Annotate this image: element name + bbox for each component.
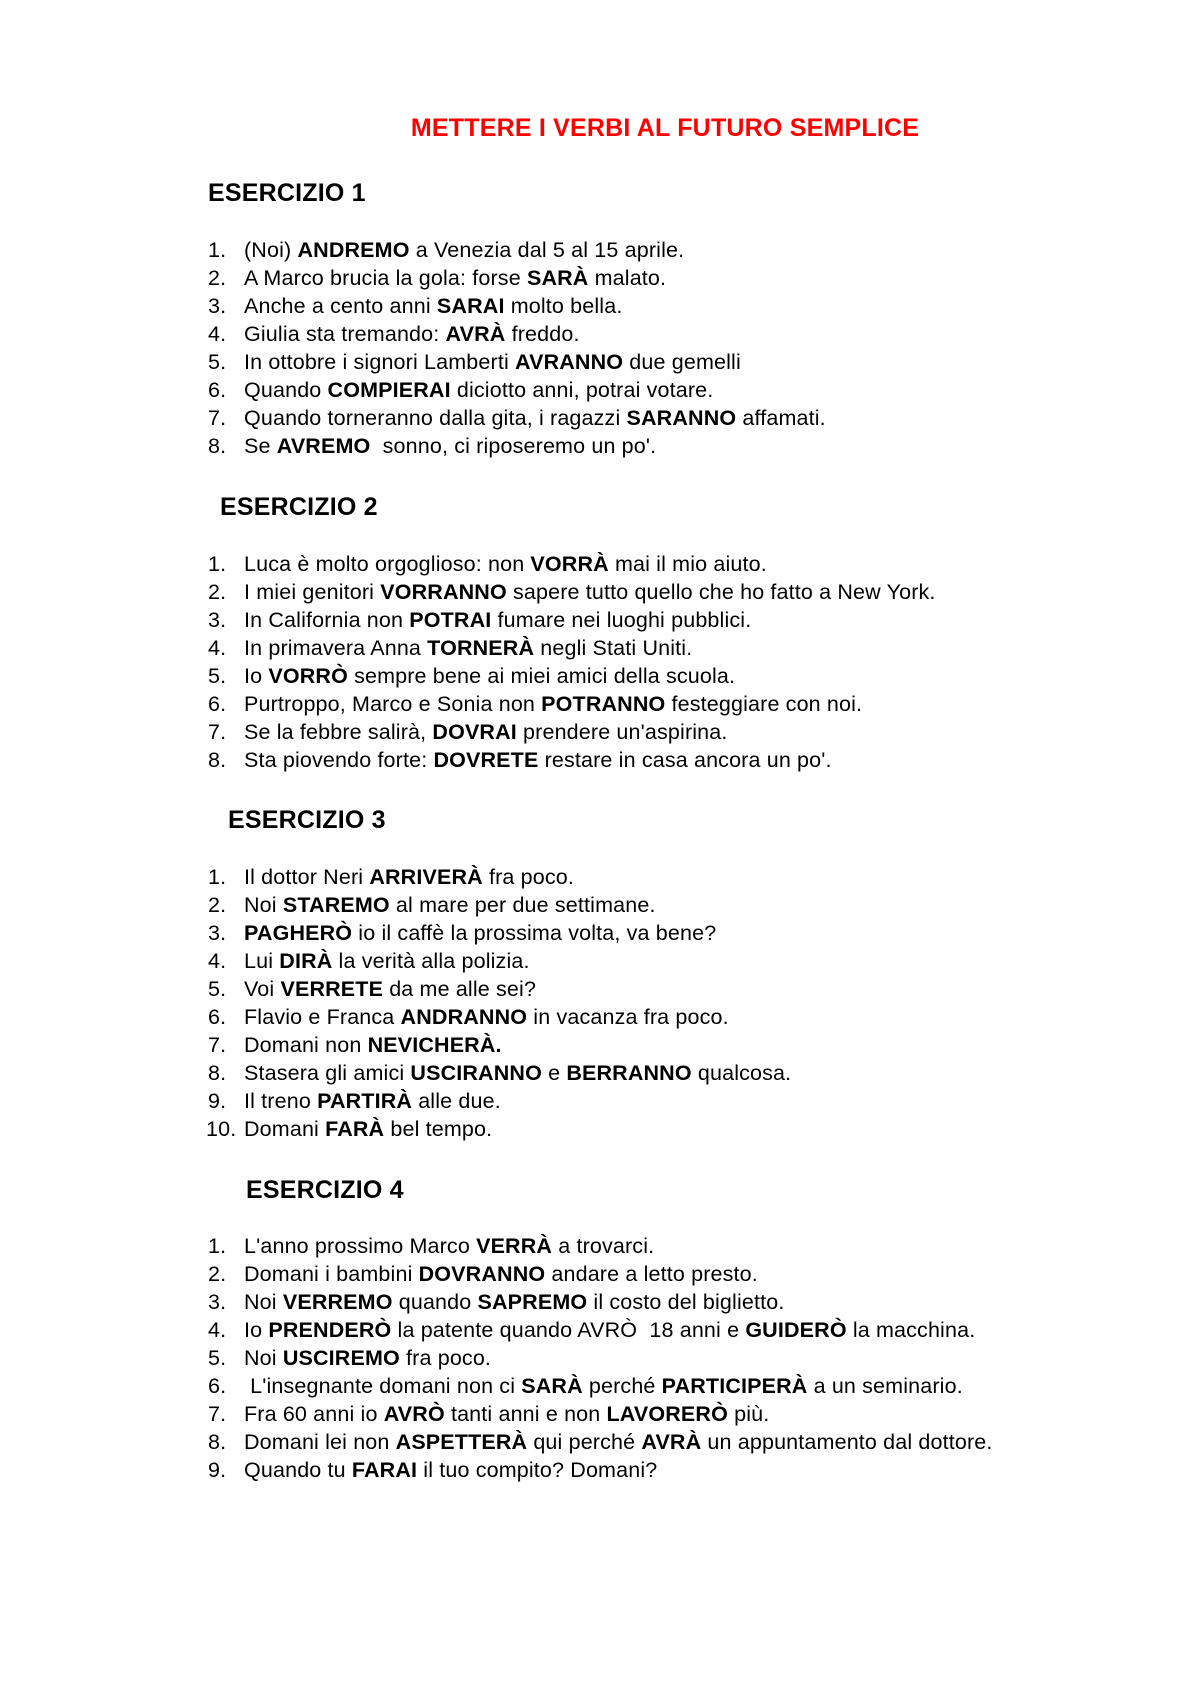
sentence-text: Io — [244, 1318, 269, 1342]
sentence-text: molto bella. — [504, 294, 623, 318]
list-item — [208, 1031, 791, 1059]
item-number: 7. — [208, 720, 227, 744]
sentence-text: la macchina. — [846, 1318, 976, 1342]
sentence-text: Stasera gli amici — [244, 1061, 411, 1085]
answer-verb: PARTIRÀ — [317, 1089, 413, 1113]
answer-verb: BERRANNO — [566, 1061, 692, 1085]
answer-verb: FARAI — [351, 1458, 418, 1482]
sentence-text: due gemelli — [623, 350, 741, 374]
sentence-text: fumare nei luoghi pubblici. — [491, 608, 752, 632]
item-number: 2. — [208, 893, 227, 917]
exercise-1-list — [208, 236, 826, 460]
answer-verb: AVRÀ — [641, 1430, 702, 1454]
list-item — [208, 376, 826, 404]
sentence-text: Domani non — [244, 1033, 368, 1057]
answer-verb: ASPETTERÀ — [395, 1430, 528, 1454]
sentence-text: in vacanza fra poco. — [527, 1005, 729, 1029]
sentence-text: A Marco brucia la gola: forse — [244, 266, 527, 290]
list-item — [208, 1372, 993, 1400]
answer-verb: USCIRANNO — [410, 1061, 542, 1085]
list-item — [208, 746, 936, 774]
sentence-text: al mare per due settimane. — [389, 893, 656, 917]
list-item — [208, 1003, 791, 1031]
item-number: 2. — [208, 266, 227, 290]
sentence-text: bel tempo. — [384, 1117, 493, 1141]
answer-verb: AVREMO — [276, 434, 371, 458]
sentence-text: malato. — [588, 266, 667, 290]
list-item — [208, 891, 791, 919]
answer-verb: COMPIERAI — [327, 378, 451, 402]
answer-verb: SARANNO — [626, 406, 737, 430]
item-number: 9. — [208, 1089, 227, 1113]
item-number: 1. — [208, 865, 227, 889]
list-item — [208, 236, 826, 264]
sentence-text: Luca è molto orgoglioso: non — [244, 552, 531, 576]
answer-verb: VORRANNO — [380, 580, 507, 604]
sentence-text: In primavera Anna — [244, 636, 428, 660]
sentence-text: L'anno prossimo Marco — [244, 1234, 477, 1258]
sentence-text: Quando tu — [244, 1458, 352, 1482]
sentence-text: mai il mio aiuto. — [608, 552, 767, 576]
sentence-text: andare a letto presto. — [545, 1262, 758, 1286]
answer-verb: AVRÒ — [383, 1402, 445, 1426]
list-item — [208, 404, 826, 432]
sentence-text: freddo. — [505, 322, 580, 346]
item-number: 5. — [208, 350, 227, 374]
sentence-text: Noi — [244, 893, 283, 917]
answer-verb: VERRETE — [280, 977, 384, 1001]
exercise-2-heading: ESERCIZIO 2 — [220, 493, 378, 521]
item-number: 1. — [208, 1234, 227, 1258]
answer-verb: LAVORERÒ — [606, 1402, 728, 1426]
sentence-text: a un seminario. — [807, 1374, 963, 1398]
item-number: 6. — [208, 692, 227, 716]
answer-verb: PAGHERÒ — [244, 921, 353, 945]
sentence-text: a Venezia dal 5 al 15 aprile. — [409, 238, 685, 262]
exercise-1-heading: ESERCIZIO 1 — [208, 179, 366, 207]
list-item — [208, 1260, 993, 1288]
sentence-text: Noi — [244, 1290, 283, 1314]
answer-verb: FARÀ — [325, 1117, 385, 1141]
list-item — [208, 1087, 791, 1115]
item-number: 1. — [208, 238, 227, 262]
answer-verb: AVRANNO — [515, 350, 624, 374]
list-item — [208, 863, 791, 891]
sentence-text: Il dottor Neri — [244, 865, 370, 889]
sentence-text: Sta piovendo forte: — [244, 748, 434, 772]
answer-verb: STAREMO — [282, 893, 390, 917]
sentence-text: Lui — [244, 949, 280, 973]
sentence-text: la verità alla polizia. — [332, 949, 530, 973]
sentence-text: un appuntamento dal dottore. — [701, 1430, 993, 1454]
exercise-2-list — [208, 550, 936, 774]
answer-verb: VORRÒ — [268, 664, 348, 688]
answer-verb: DOVRETE — [433, 748, 539, 772]
sentence-text: Purtroppo, Marco e Sonia non — [244, 692, 542, 716]
sentence-text: il tuo compito? Domani? — [417, 1458, 658, 1482]
sentence-text: sapere tutto quello che ho fatto a New York. — [506, 580, 936, 604]
answer-verb: PARTICIPERÀ — [661, 1374, 808, 1398]
item-number: 8. — [208, 434, 227, 458]
sentence-text: Se — [244, 434, 277, 458]
answer-verb: NEVICHERÀ. — [367, 1033, 502, 1057]
sentence-text: io il caffè la prossima volta, va bene? — [352, 921, 717, 945]
sentence-text: Io — [244, 664, 269, 688]
item-number: 8. — [208, 748, 227, 772]
list-item — [208, 1456, 993, 1484]
answer-verb: POTRANNO — [541, 692, 666, 716]
sentence-text: diciotto anni, potrai votare. — [450, 378, 714, 402]
exercise-4-heading: ESERCIZIO 4 — [246, 1176, 404, 1204]
list-item — [208, 1316, 993, 1344]
sentence-text: alle due. — [412, 1089, 501, 1113]
sentence-text: fra poco. — [482, 865, 574, 889]
sentence-text: Il treno — [244, 1089, 318, 1113]
sentence-text: L'insegnante domani non ci — [244, 1374, 522, 1398]
list-item — [208, 550, 936, 578]
item-number: 6. — [208, 1374, 227, 1398]
answer-verb: VORRÀ — [530, 552, 609, 576]
exercise-3-list — [208, 863, 791, 1143]
sentence-text: In California non — [244, 608, 410, 632]
page-title: METTERE I VERBI AL FUTURO SEMPLICE — [410, 114, 920, 142]
item-number: 7. — [208, 406, 227, 430]
answer-verb: USCIREMO — [282, 1346, 400, 1370]
sentence-text: Se la febbre salirà, — [244, 720, 433, 744]
sentence-text: Domani i bambini — [244, 1262, 419, 1286]
answer-verb: GUIDERÒ — [745, 1318, 847, 1342]
list-item — [208, 292, 826, 320]
item-number: 3. — [208, 294, 227, 318]
list-item — [208, 606, 936, 634]
answer-verb: ANDREMO — [297, 238, 410, 262]
sentence-text: a trovarci. — [552, 1234, 655, 1258]
sentence-text: In ottobre i signori Lamberti — [244, 350, 515, 374]
list-item — [208, 1115, 791, 1143]
exercise-4-list — [208, 1232, 993, 1484]
sentence-text: Giulia sta tremando: — [244, 322, 446, 346]
item-number: 4. — [208, 949, 227, 973]
sentence-text: Quando — [244, 378, 328, 402]
item-number: 1. — [208, 552, 227, 576]
sentence-text: festeggiare con noi. — [665, 692, 863, 716]
list-item — [208, 578, 936, 606]
list-item — [208, 975, 791, 1003]
answer-verb: ANDRANNO — [400, 1005, 528, 1029]
answer-verb: PRENDERÒ — [268, 1318, 392, 1342]
sentence-text: Domani — [244, 1117, 326, 1141]
item-number: 8. — [208, 1061, 227, 1085]
answer-verb: AVRÀ — [445, 322, 506, 346]
sentence-text: tanti anni e non — [444, 1402, 607, 1426]
list-item — [208, 1288, 993, 1316]
list-item — [208, 264, 826, 292]
item-number: 3. — [208, 608, 227, 632]
answer-verb: DOVRAI — [432, 720, 517, 744]
sentence-text: quando — [392, 1290, 478, 1314]
answer-verb: SARAI — [436, 294, 505, 318]
sentence-text: negli Stati Uniti. — [534, 636, 693, 660]
sentence-text: Anche a cento anni — [244, 294, 437, 318]
list-item — [208, 1344, 993, 1372]
item-number: 2. — [208, 1262, 227, 1286]
sentence-text: affamati. — [736, 406, 826, 430]
answer-verb: ARRIVERÀ — [369, 865, 483, 889]
answer-verb: VERREMO — [282, 1290, 393, 1314]
sentence-text: la patente quando AVRÒ 18 anni e — [391, 1318, 746, 1342]
item-number: 5. — [208, 977, 227, 1001]
list-item — [208, 1400, 993, 1428]
sentence-text: Noi — [244, 1346, 283, 1370]
answer-verb: TORNERÀ — [427, 636, 535, 660]
list-item — [208, 718, 936, 746]
list-item — [208, 919, 791, 947]
item-number: 8. — [208, 1430, 227, 1454]
list-item — [208, 690, 936, 718]
item-number: 6. — [208, 378, 227, 402]
item-number: 9. — [208, 1458, 227, 1482]
list-item — [208, 432, 826, 460]
answer-verb: VERRÀ — [476, 1234, 553, 1258]
item-number: 3. — [208, 921, 227, 945]
answer-verb: SARÀ — [526, 266, 589, 290]
answer-verb: DOVRANNO — [418, 1262, 546, 1286]
sentence-text: prendere un'aspirina. — [516, 720, 728, 744]
sentence-text: Domani lei non — [244, 1430, 396, 1454]
item-number: 7. — [208, 1033, 227, 1057]
list-item — [208, 348, 826, 376]
sentence-text: più. — [727, 1402, 770, 1426]
list-item — [208, 320, 826, 348]
sentence-text: il costo del biglietto. — [587, 1290, 785, 1314]
item-number: 7. — [208, 1402, 227, 1426]
answer-verb: SARÀ — [521, 1374, 583, 1398]
list-item — [208, 1232, 993, 1260]
answer-verb: SAPREMO — [477, 1290, 588, 1314]
sentence-text: sonno, ci riposeremo un po'. — [370, 434, 657, 458]
item-number: 4. — [208, 322, 227, 346]
sentence-text: restare in casa ancora un po'. — [538, 748, 832, 772]
sentence-text: sempre bene ai miei amici della scuola. — [347, 664, 736, 688]
item-number: 6. — [208, 1005, 227, 1029]
item-number: 3. — [208, 1290, 227, 1314]
list-item — [208, 634, 936, 662]
item-number: 4. — [208, 1318, 227, 1342]
sentence-text: Quando torneranno dalla gita, i ragazzi — [244, 406, 627, 430]
sentence-text: Flavio e Franca — [244, 1005, 401, 1029]
sentence-text: e — [541, 1061, 567, 1085]
list-item — [208, 662, 936, 690]
sentence-text: perché — [582, 1374, 662, 1398]
item-number: 4. — [208, 636, 227, 660]
item-number: 5. — [208, 1346, 227, 1370]
list-item — [208, 1428, 993, 1456]
sentence-text: qui perché — [527, 1430, 642, 1454]
list-item — [208, 1059, 791, 1087]
sentence-text: qualcosa. — [691, 1061, 792, 1085]
sentence-text: (Noi) — [244, 238, 298, 262]
exercise-3-heading: ESERCIZIO 3 — [228, 806, 386, 834]
item-number: 2. — [208, 580, 227, 604]
sentence-text: da me alle sei? — [383, 977, 537, 1001]
item-number: 5. — [208, 664, 227, 688]
sentence-text: I miei genitori — [244, 580, 381, 604]
answer-verb: DIRÀ — [279, 949, 333, 973]
item-number: 10. — [206, 1117, 237, 1141]
sentence-text: fra poco. — [399, 1346, 492, 1370]
sentence-text: Voi — [244, 977, 281, 1001]
sentence-text: Fra 60 anni io — [244, 1402, 384, 1426]
answer-verb: POTRAI — [409, 608, 492, 632]
list-item — [208, 947, 791, 975]
